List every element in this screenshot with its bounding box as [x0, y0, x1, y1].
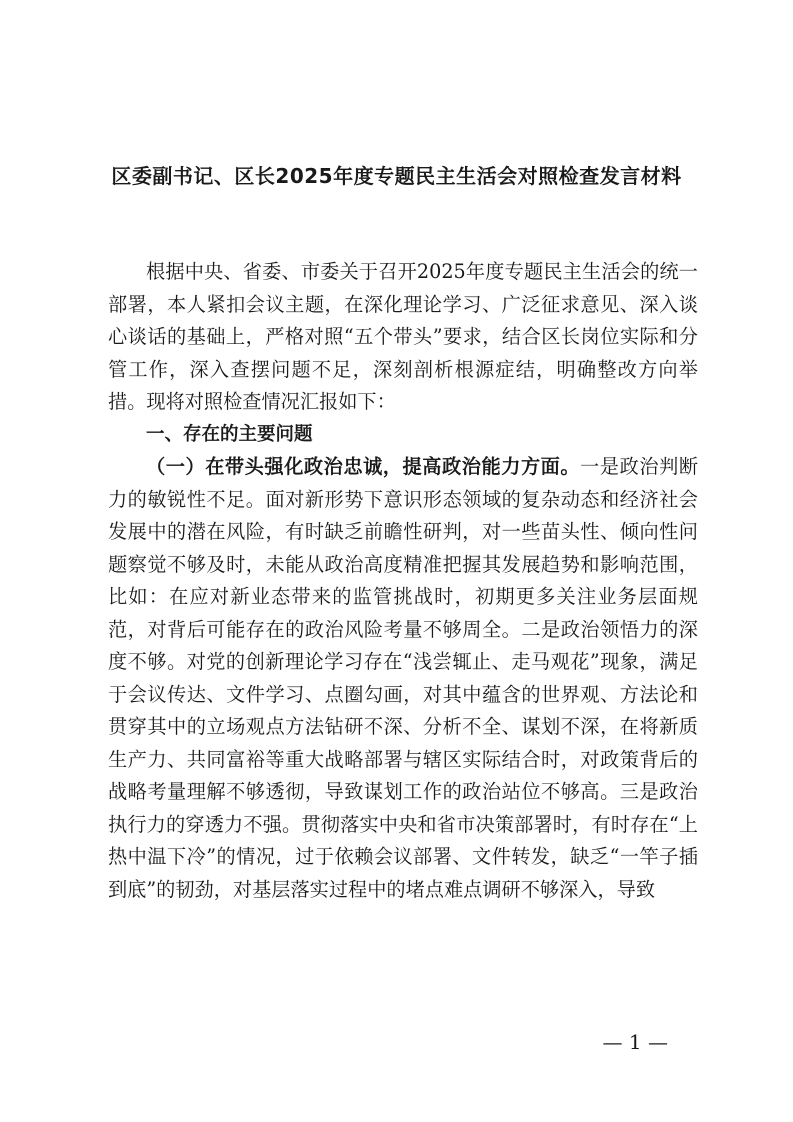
page-number: — 1 —: [602, 1030, 668, 1054]
subsection-lead: （一）在带头强化政治忠诚，提高政治能力方面。: [146, 455, 581, 478]
document-title: 区委副书记、区长2025年度专题民主生活会对照检查发言材料: [111, 164, 682, 188]
section-heading: 一、存在的主要问题: [146, 423, 313, 445]
intro-paragraph: 根据中央、省委、市委关于召开2025年度专题民主生活会的统一部署，本人紧扣会议主题，在深化理论学习、广泛征求意见、深入谈心谈话的基础上，严格对照“五个带头”要求，结合区长岗位实际和分管工作，深入查摆问题不足，深刻剖析根源症结，明确整改方向举措。现将对照检查情况汇报如下：: [108, 260, 698, 413]
subsection-body: 一是政治判断力的敏锐性不足。面对新形势下意识形态领域的复杂动态和经济社会发展中的潜在风险，有时缺乏前瞻性研判，对一些苗头性、倾向性问题察觉不够及时，未能从政治高度精准把握其发展趋势和影响范围，比如：在应对新业态带来的监管挑战时，初期更多关注业务层面规范，对背后可能存在的政治风险考量不够周全。二是政治领悟力的深度不够。对党的创新理论学习存在“浅尝辄止、走马观花”现象，满足于会议传达、文件学习、点圈勾画，对其中蕴含的世界观、方法论和贯穿其中的立场观点方法钻研不深、分析不全、谋划不深，在将新质生产力、共同富裕等重大战略部署与辖区实际结合时，对政策背后的战略考量理解不够透彻，导致谋划工作的政治站位不够高。三是政治执行力的穿透力不强。贯彻落实中央和省市决策部署时，有时存在“上热中温下冷”的情况，过于依赖会议部署、文件转发，缺乏“一竿子插到底”的韧劲，对基层落实过程中的堵点难点调研不够深入，导致: [108, 455, 699, 901]
subsection-paragraph: [108, 451, 698, 906]
document-body: [108, 256, 698, 906]
